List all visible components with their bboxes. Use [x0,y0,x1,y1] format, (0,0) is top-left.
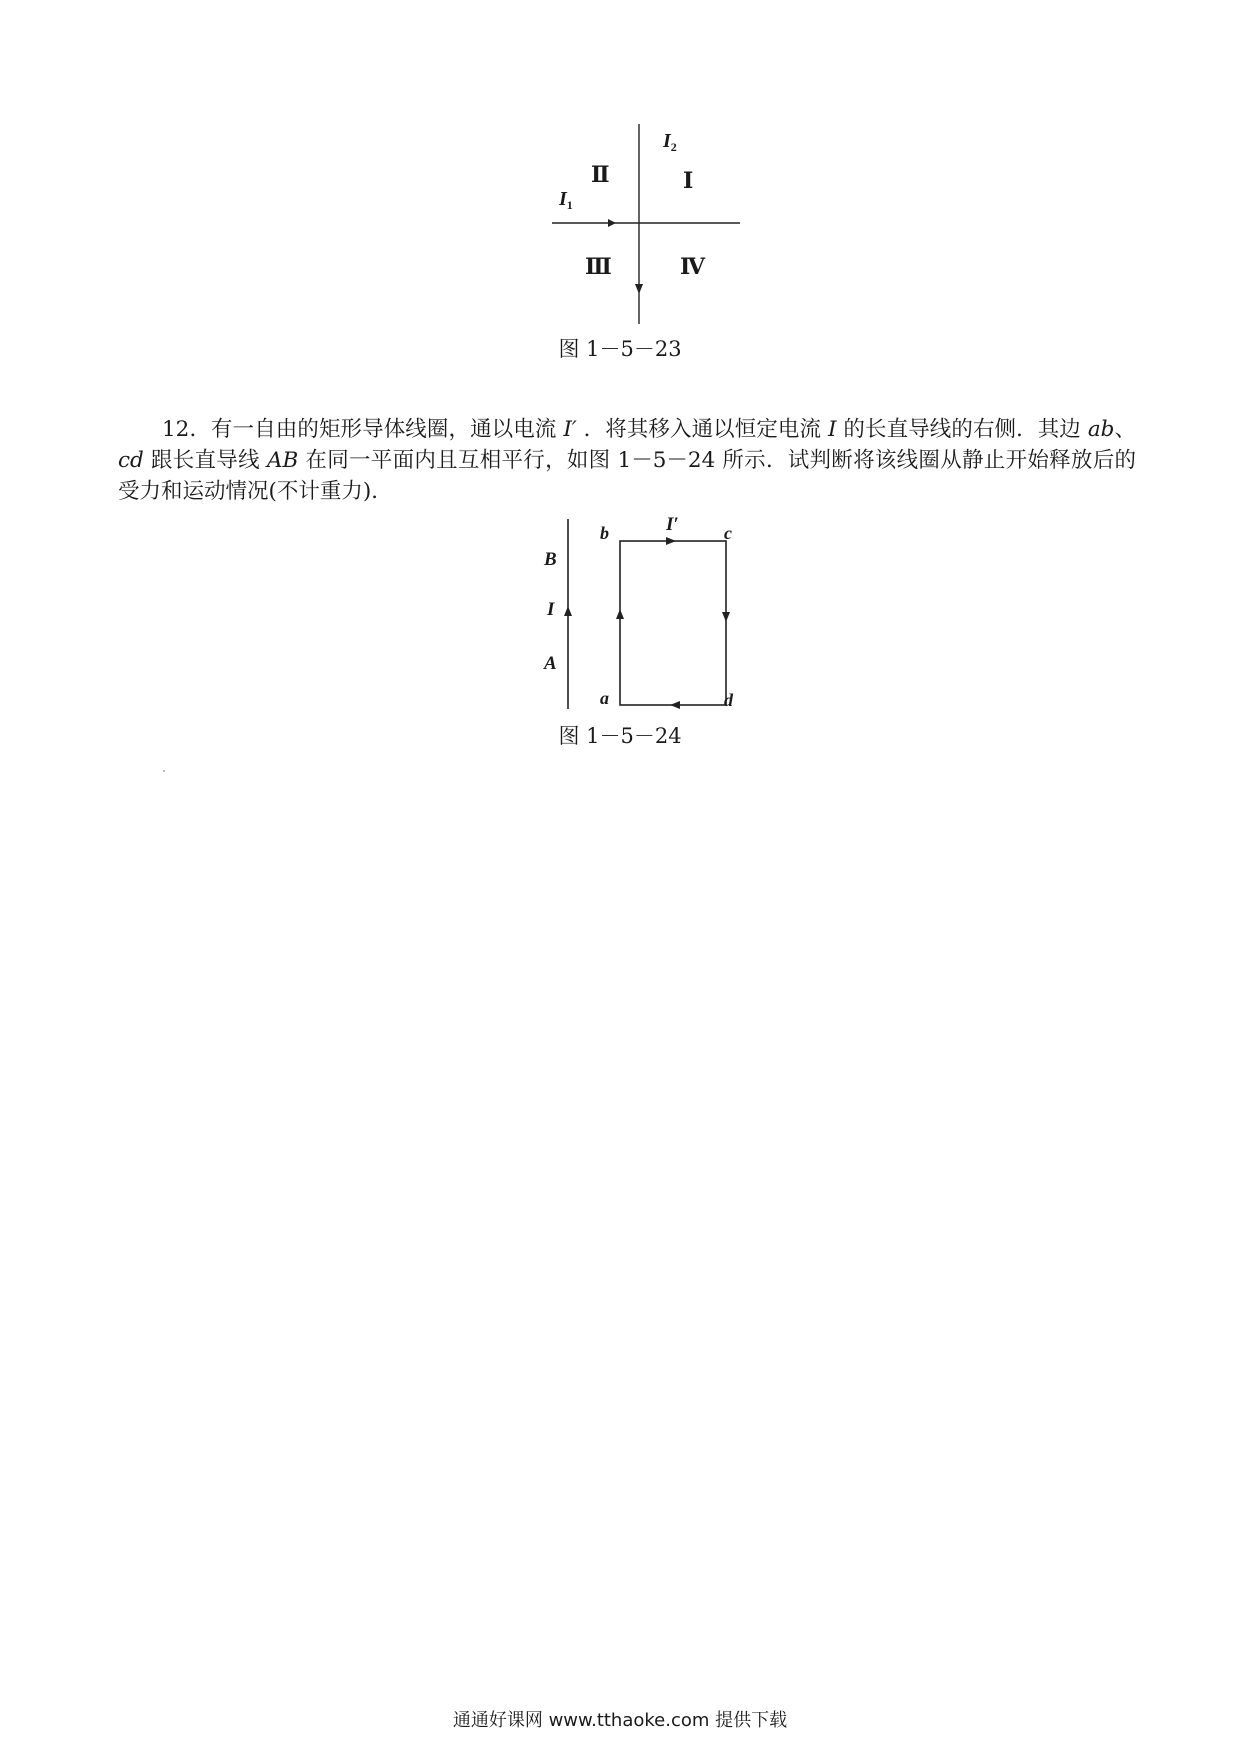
wire-arrow-up-icon [564,606,572,616]
region-4-label: Ⅳ [680,254,705,279]
loop-arrow-left-icon [670,701,680,709]
region-3-label: Ⅲ [585,254,612,279]
footer: 通通好课网 www.tthaoke.com 提供下载 [452,1710,788,1731]
problem-text-e: 跟长直导线 [143,448,267,473]
label-i-prime: I′ [666,515,679,535]
region-1-label: Ⅰ [683,168,694,193]
problem-text-d: 、 [1114,417,1136,442]
loop-arrow-up-icon [616,609,624,619]
var-i-prime: I′ [563,417,577,442]
label-A: A [544,653,557,674]
problem-text-b: ．将其移入通以恒定电流 [576,417,829,442]
stray-dot [163,770,165,772]
label-c: c [724,523,732,543]
var-wire-ab: AB [266,448,299,473]
label-I: I [547,599,555,620]
figure-2-caption: 图 1－5－24 [558,724,682,748]
var-cd: cd [118,448,144,473]
figure-1-5-23 [540,118,750,330]
problem-12 [118,414,1136,507]
label-a: a [600,688,609,708]
problem-number: 12． [162,417,212,442]
label-b: b [600,523,609,543]
figure-1-5-24 [530,515,750,715]
region-2-label: Ⅱ [591,162,610,187]
rectangular-loop [620,541,726,705]
var-ab: ab [1087,417,1115,442]
arrow-right-icon [608,219,616,227]
arrow-down-icon [635,284,643,294]
problem-text-f: 在同一平面内且互相平行，如图 1－5－24 所示．试判断将该线圈从静止开始释放后的受力和运动情况(不计重力)． [118,448,1136,504]
var-i: I [828,417,837,442]
problem-text-a: 有一自由的矩形导体线圈，通以电流 [211,417,564,442]
loop-arrow-down-icon [722,612,730,622]
figure-1-caption: 图 1－5－23 [558,337,682,361]
problem-text-c: 的长直导线的右侧．其边 [836,417,1088,442]
label-d: d [724,690,733,710]
label-i2: $I_2$ [663,130,677,154]
label-i1: $I_1$ [559,188,573,212]
label-B: B [544,549,557,570]
loop-arrow-right-icon [666,537,676,545]
